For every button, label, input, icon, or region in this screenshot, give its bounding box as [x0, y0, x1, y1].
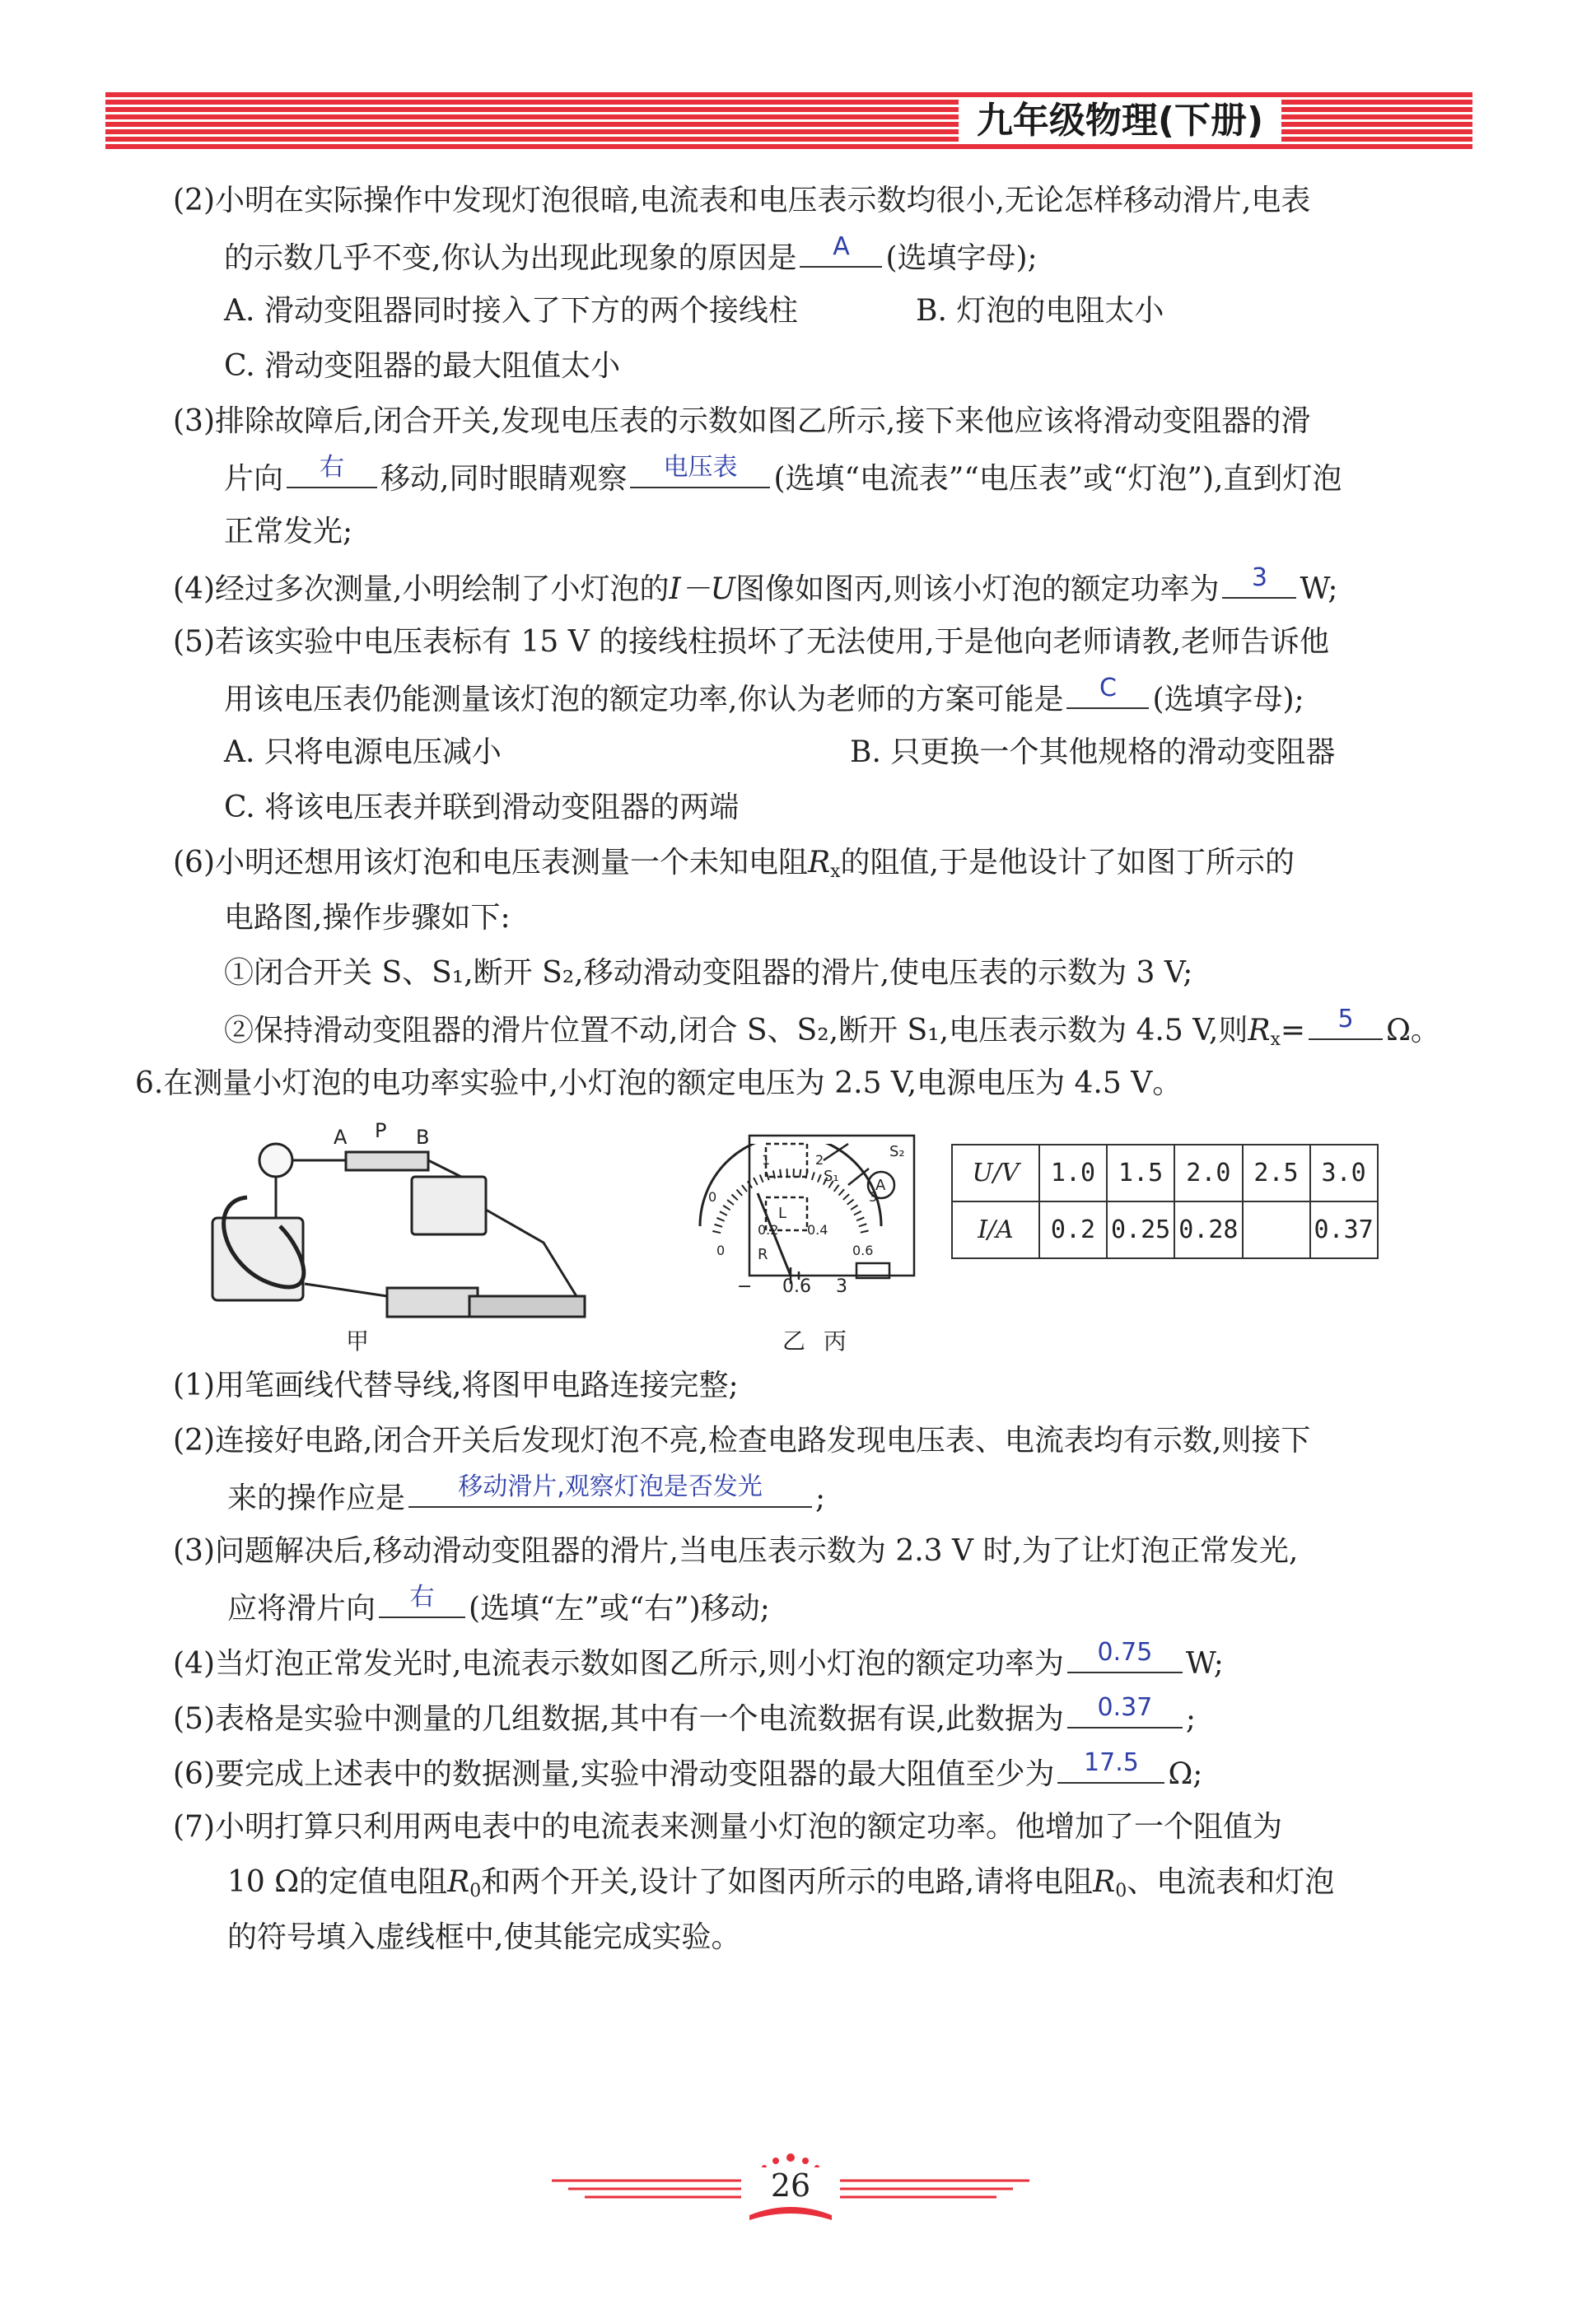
r0-subscript: 0 [1115, 1881, 1127, 1901]
handwritten-answer: A [833, 232, 850, 261]
terminal-label: 3 [836, 1276, 847, 1297]
text: (选填“左”或“右”)移动; [469, 1592, 770, 1626]
page-content [135, 173, 1441, 1965]
text: (6)小明还想用该灯泡和电压表测量一个未知电阻 [173, 846, 808, 879]
q5-p2-line2 [173, 228, 1441, 283]
page-number-text: 26 [761, 2167, 820, 2204]
terminal-label: − [737, 1276, 753, 1297]
q6-p2-line2 [173, 1468, 1441, 1523]
q6-p6 [173, 1744, 1441, 1799]
iu-symbol: I－U [669, 572, 736, 606]
row-header: I/A [952, 1201, 1039, 1258]
rheostat [346, 1152, 428, 1170]
q5-p2-options [173, 283, 1441, 338]
scale-top: 2 [815, 1152, 824, 1168]
q6-figures [173, 1111, 1441, 1358]
answer-blank [1057, 1744, 1164, 1784]
table-cell: 1.0 [1039, 1145, 1107, 1201]
book-title: 九年级物理(下册) [959, 100, 1281, 142]
table-cell: 3.0 [1310, 1145, 1378, 1201]
answer-blank [408, 1468, 812, 1508]
text: 的阻值,于是他设计了如图丁所示的 [840, 846, 1295, 879]
scale-bottom: 0 [716, 1243, 726, 1258]
text: ②保持滑动变阻器的滑片位置不动,闭合 S、S₂,断开 S₁,电压表示数为 4.5 V,则 [224, 1014, 1248, 1047]
handwritten-answer: C [1099, 674, 1117, 702]
answer-blank [800, 228, 882, 268]
text: 移动,同时眼睛观察 [380, 462, 628, 496]
r0-subscript: 0 [469, 1881, 482, 1901]
answer-blank [1067, 1634, 1183, 1673]
text: = [1280, 1014, 1306, 1047]
page-title [889, 92, 1351, 150]
terminal-label: 0.6 [782, 1276, 811, 1297]
q5-p3-line1: (3)排除故障后,闭合开关,发现电压表的示数如图乙所示,接下来他应该将滑动变阻器的滑 [173, 404, 1311, 438]
text: 用该电压表仍能测量该灯泡的额定功率,你认为老师的方案可能是 [224, 683, 1064, 716]
page-footer [535, 2149, 1046, 2223]
text: Ω; [1168, 1757, 1203, 1791]
handwritten-answer: 电压表 [663, 453, 738, 482]
scale-bottom: 0.6 [852, 1243, 874, 1258]
answer-blank [630, 449, 770, 488]
scale-top: 1 [762, 1152, 771, 1168]
bulb [259, 1144, 292, 1177]
handwritten-answer: 0.75 [1097, 1638, 1153, 1667]
handwritten-answer: 3 [1251, 563, 1268, 592]
q5-p6-line1 [173, 835, 1441, 890]
r0-symbol: R [447, 1865, 470, 1899]
text: 图像如图丙,则该小灯泡的额定功率为 [735, 572, 1220, 606]
switch-label: S₁ [824, 1168, 839, 1185]
q5-p5-option-c: C. 将该电压表并联到滑动变阻器的两端 [224, 791, 740, 824]
label-p: P [375, 1119, 387, 1142]
option-b: B. 只更换一个其他规格的滑动变阻器 [850, 735, 1336, 769]
text: 来的操作应是 [227, 1481, 406, 1515]
text: 应将滑片向 [227, 1592, 376, 1626]
table-row [952, 1201, 1378, 1258]
rx-subscript: x [830, 861, 841, 882]
circuit-bing-figure [733, 1119, 939, 1309]
text: (选填字母); [1152, 683, 1304, 716]
answer-blank [287, 449, 377, 488]
handwritten-answer: 移动滑片,观察灯泡是否发光 [458, 1472, 763, 1501]
q6-p3-line1: (3)问题解决后,移动滑动变阻器的滑片,当电压表示数为 2.3 V 时,为了让灯泡正常发光, [173, 1534, 1299, 1568]
text: 、电流表和灯泡 [1127, 1865, 1335, 1899]
handwritten-answer: 右 [409, 1583, 435, 1612]
answer-blank [1309, 1001, 1383, 1040]
battery [469, 1296, 585, 1317]
answer-blank [1222, 559, 1296, 599]
text: (5)表格是实验中测量的几组数据,其中有一个电流数据有误,此数据为 [173, 1702, 1064, 1736]
text: ; [1185, 1702, 1197, 1736]
handwritten-answer: 5 [1337, 1005, 1354, 1033]
table-cell [1243, 1201, 1310, 1258]
data-table [951, 1144, 1379, 1259]
option-a: A. 滑动变阻器同时接入了下方的两个接线柱 [224, 294, 798, 328]
handwritten-answer: 0.37 [1097, 1693, 1153, 1722]
table-cell: 2.0 [1174, 1145, 1242, 1201]
table-cell: 0.28 [1174, 1201, 1242, 1258]
q5-p4-line1 [173, 559, 1441, 614]
text: 片向 [224, 462, 284, 496]
q5-p3-line2 [173, 449, 1441, 504]
ammeter-label: A [875, 1177, 886, 1194]
table-row [952, 1145, 1378, 1201]
q5-p5-line1: (5)若该实验中电压表标有 15 V 的接线柱损坏了无法使用,于是他向老师请教,老师告诉他 [173, 625, 1330, 659]
lamp-label: L [778, 1205, 787, 1222]
r0-symbol: R [1093, 1865, 1116, 1899]
text: (4)当灯泡正常发光时,电流表示数如图乙所示,则小灯泡的额定功率为 [173, 1647, 1064, 1681]
dashed-box [766, 1144, 807, 1177]
text: (6)要完成上述表中的数据测量,实验中滑动变阻器的最大阻值至少为 [173, 1757, 1055, 1791]
q6-p7-line2 [173, 1854, 1441, 1910]
circuit-jia-figure [198, 1119, 626, 1325]
ammeter [412, 1177, 486, 1234]
switch-label: S₂ [889, 1143, 905, 1160]
option-a: A. 只将电源电压减小 [224, 735, 502, 769]
q5-p6-step2 [173, 1001, 1441, 1056]
text: ; [815, 1481, 826, 1515]
q6-p5 [173, 1689, 1441, 1744]
table-cell: 0.2 [1039, 1201, 1107, 1258]
table-cell: 2.5 [1243, 1145, 1310, 1201]
rx-symbol: R [808, 846, 831, 879]
text: 和两个开关,设计了如图丙所示的电路,请将电阻 [481, 1865, 1094, 1899]
handwritten-answer: 右 [320, 453, 345, 482]
answer-blank [1066, 669, 1149, 709]
text: 的示数几乎不变,你认为出现此现象的原因是 [224, 241, 797, 275]
answer-blank [1067, 1689, 1183, 1728]
scale-bottom: 0.4 [807, 1222, 828, 1238]
text: 10 Ω的定值电阻 [227, 1865, 448, 1899]
text: (选填“电流表”“电压表”或“灯泡”),直到灯泡 [773, 462, 1342, 496]
rx-symbol: R [1248, 1014, 1271, 1047]
q6-p2-line1: (2)连接好电路,闭合开关后发现灯泡不亮,检查电路发现电压表、电流表均有示数,则接下 [173, 1424, 1311, 1458]
q5-p6-line2: 电路图,操作步骤如下: [224, 901, 511, 935]
caption-yi: 乙 [782, 1327, 806, 1355]
q6-stem: 6.在测量小灯泡的电功率实验中,小灯泡的额定电压为 2.5 V,电源电压为 4.5 V。 [135, 1066, 1183, 1100]
text: Ω。 [1386, 1014, 1440, 1047]
switch [387, 1288, 478, 1317]
q5-p6-step1: ①闭合开关 S、S₁,断开 S₂,移动滑动变阻器的滑片,使电压表的示数为 3 V; [224, 956, 1193, 990]
q5-p5-options [173, 725, 1441, 780]
table-cell: 1.5 [1107, 1145, 1174, 1201]
page-number [535, 2167, 1046, 2204]
scale-bottom: 0.2 [758, 1222, 779, 1238]
q5-p2-option-c: C. 滑动变阻器的最大阻值太小 [224, 349, 621, 383]
q6-p1: (1)用笔画线代替导线,将图甲电路连接完整; [173, 1369, 739, 1402]
q5-p3-line3: 正常发光; [224, 515, 353, 548]
scale-top: 3 [869, 1189, 878, 1205]
text: (4)经过多次测量,小明绘制了小灯泡的 [173, 572, 670, 606]
resistor-label: R [758, 1246, 768, 1263]
text: (选填字母); [885, 241, 1038, 275]
q5-p2-line1: (2)小明在实际操作中发现灯泡很暗,电流表和电压表示数均很小,无论怎样移动滑片,电表 [173, 184, 1311, 217]
table-cell: 0.37 [1310, 1201, 1378, 1258]
q6-p3-line2 [173, 1579, 1441, 1634]
row-header: U/V [952, 1145, 1039, 1201]
text: W; [1185, 1647, 1224, 1681]
q6-p7-line3: 的符号填入虚线框中,使其能完成实验。 [227, 1920, 741, 1954]
answer-blank [379, 1579, 465, 1618]
q5-p5-line2 [173, 669, 1441, 725]
label-a: A [334, 1126, 348, 1149]
handwritten-answer: 17.5 [1084, 1748, 1139, 1777]
option-b: B. 灯泡的电阻太小 [916, 294, 1164, 328]
table-cell: 0.25 [1107, 1201, 1174, 1258]
q6-p7-line1: (7)小明打算只利用两电表中的电流表来测量小灯泡的额定功率。他增加了一个阻值为 [173, 1810, 1282, 1844]
label-b: B [416, 1126, 430, 1149]
q6-p4 [173, 1634, 1441, 1689]
caption-jia: 甲 [346, 1327, 370, 1355]
scale-top: 0 [708, 1189, 717, 1205]
rx-subscript: x [1270, 1029, 1281, 1050]
caption-bing: 丙 [824, 1327, 847, 1355]
text: W; [1300, 572, 1338, 606]
